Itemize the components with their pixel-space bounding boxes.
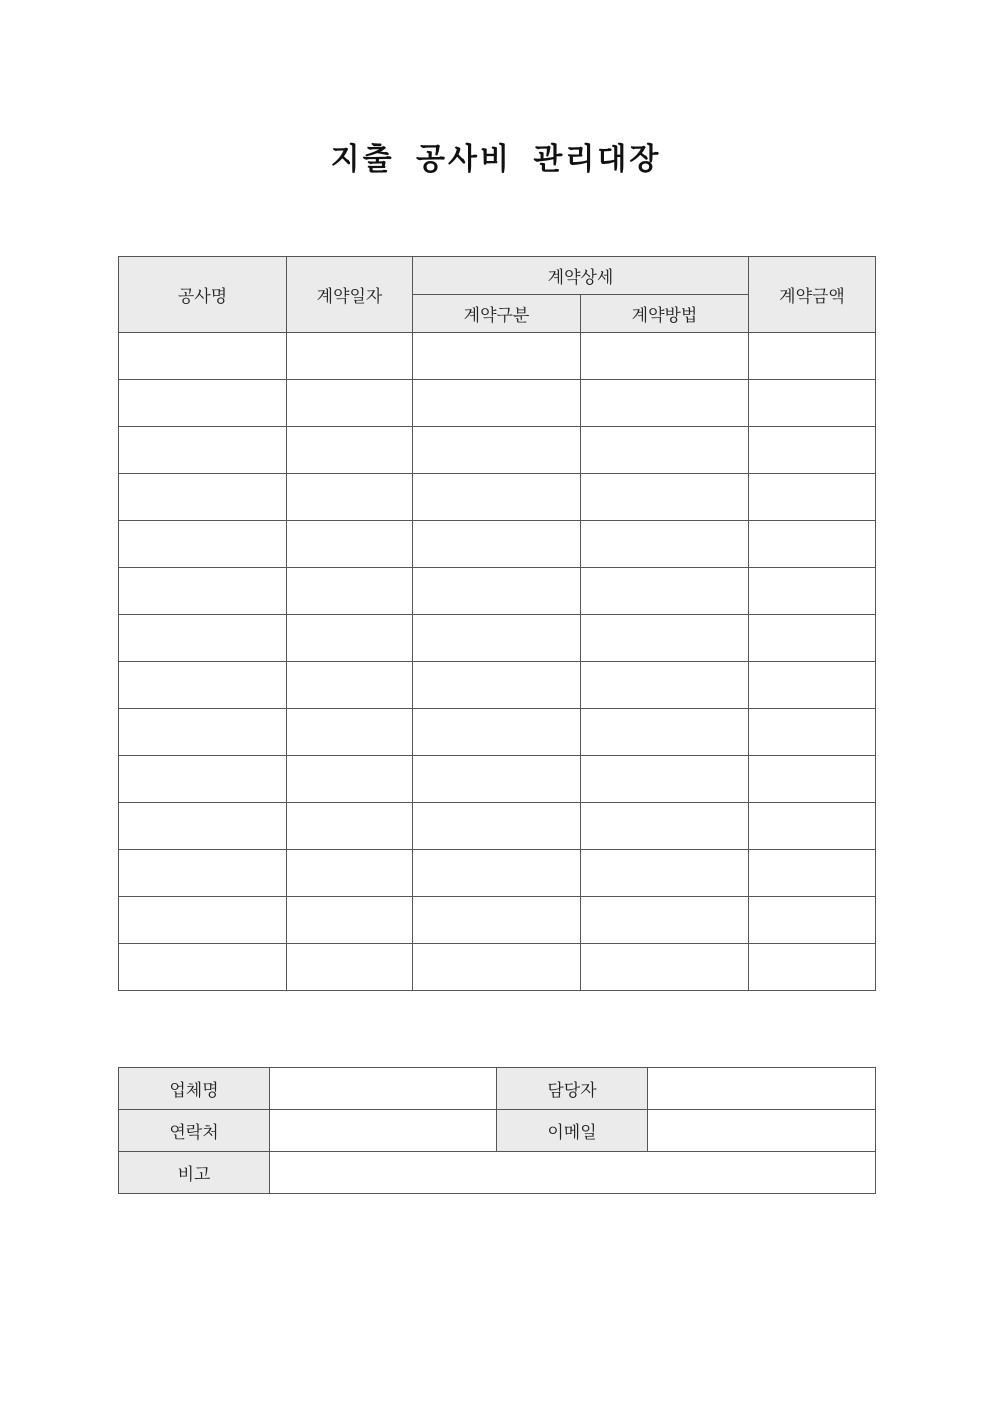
cell-contract-amount[interactable] — [749, 380, 876, 427]
table-row — [119, 380, 876, 427]
header-contract-method: 계약방법 — [581, 295, 749, 333]
manager-label: 담당자 — [497, 1068, 648, 1110]
company-field[interactable] — [270, 1068, 497, 1110]
page-title: 지출 공사비 관리대장 — [330, 142, 662, 177]
manager-field[interactable] — [648, 1068, 876, 1110]
cell-contract-amount[interactable] — [749, 333, 876, 380]
cell-contract-method[interactable] — [581, 521, 749, 568]
cell-contract-amount[interactable] — [749, 474, 876, 521]
cell-contract-method[interactable] — [581, 944, 749, 991]
table-row — [119, 756, 876, 803]
cell-contract-method[interactable] — [581, 474, 749, 521]
cell-contract-date[interactable] — [287, 803, 413, 850]
info-table — [118, 1067, 876, 1194]
cell-contract-amount[interactable] — [749, 756, 876, 803]
cell-contract-method[interactable] — [581, 756, 749, 803]
cell-project-name[interactable] — [119, 615, 287, 662]
cell-contract-amount[interactable] — [749, 850, 876, 897]
table-row — [119, 521, 876, 568]
cell-contract-date[interactable] — [287, 897, 413, 944]
cell-contract-type[interactable] — [413, 803, 581, 850]
cell-contract-amount[interactable] — [749, 615, 876, 662]
cell-contract-amount[interactable] — [749, 709, 876, 756]
cell-project-name[interactable] — [119, 897, 287, 944]
cell-contract-type[interactable] — [413, 474, 581, 521]
header-contract-amount: 계약금액 — [749, 257, 876, 333]
cell-contract-amount[interactable] — [749, 521, 876, 568]
cell-contract-method[interactable] — [581, 850, 749, 897]
cell-project-name[interactable] — [119, 568, 287, 615]
cell-contract-type[interactable] — [413, 568, 581, 615]
cell-contract-type[interactable] — [413, 615, 581, 662]
cell-contract-method[interactable] — [581, 380, 749, 427]
cell-contract-type[interactable] — [413, 897, 581, 944]
table-row — [119, 709, 876, 756]
table-row — [119, 615, 876, 662]
cell-contract-method[interactable] — [581, 662, 749, 709]
cell-contract-method[interactable] — [581, 615, 749, 662]
cell-contract-date[interactable] — [287, 615, 413, 662]
cell-contract-method[interactable] — [581, 333, 749, 380]
table-row — [119, 944, 876, 991]
table-row — [119, 474, 876, 521]
ledger-table — [118, 256, 876, 991]
table-row — [119, 897, 876, 944]
cell-project-name[interactable] — [119, 850, 287, 897]
cell-contract-method[interactable] — [581, 427, 749, 474]
cell-contract-date[interactable] — [287, 427, 413, 474]
cell-contract-date[interactable] — [287, 756, 413, 803]
cell-contract-date[interactable] — [287, 709, 413, 756]
cell-contract-date[interactable] — [287, 850, 413, 897]
cell-contract-type[interactable] — [413, 380, 581, 427]
cell-contract-type[interactable] — [413, 521, 581, 568]
cell-contract-amount[interactable] — [749, 944, 876, 991]
email-label: 이메일 — [497, 1110, 648, 1152]
cell-contract-type[interactable] — [413, 709, 581, 756]
cell-project-name[interactable] — [119, 333, 287, 380]
cell-contract-date[interactable] — [287, 380, 413, 427]
table-row — [119, 662, 876, 709]
cell-contract-method[interactable] — [581, 709, 749, 756]
header-contract-date: 계약일자 — [287, 257, 413, 333]
cell-contract-date[interactable] — [287, 333, 413, 380]
remarks-label: 비고 — [119, 1152, 270, 1194]
contact-label: 연락처 — [119, 1110, 270, 1152]
cell-contract-amount[interactable] — [749, 568, 876, 615]
cell-contract-date[interactable] — [287, 474, 413, 521]
cell-contract-date[interactable] — [287, 662, 413, 709]
cell-contract-method[interactable] — [581, 568, 749, 615]
cell-project-name[interactable] — [119, 709, 287, 756]
cell-contract-amount[interactable] — [749, 427, 876, 474]
contact-field[interactable] — [270, 1110, 497, 1152]
header-contract-detail: 계약상세 — [413, 257, 749, 295]
company-label: 업체명 — [119, 1068, 270, 1110]
table-row — [119, 568, 876, 615]
table-row — [119, 427, 876, 474]
cell-contract-amount[interactable] — [749, 803, 876, 850]
table-row — [119, 803, 876, 850]
cell-contract-type[interactable] — [413, 944, 581, 991]
cell-contract-type[interactable] — [413, 333, 581, 380]
cell-contract-amount[interactable] — [749, 662, 876, 709]
cell-project-name[interactable] — [119, 944, 287, 991]
cell-contract-amount[interactable] — [749, 897, 876, 944]
cell-project-name[interactable] — [119, 427, 287, 474]
table-row — [119, 333, 876, 380]
cell-project-name[interactable] — [119, 521, 287, 568]
cell-contract-type[interactable] — [413, 756, 581, 803]
cell-contract-type[interactable] — [413, 427, 581, 474]
cell-contract-method[interactable] — [581, 897, 749, 944]
cell-contract-date[interactable] — [287, 944, 413, 991]
header-project-name: 공사명 — [119, 257, 287, 333]
cell-contract-type[interactable] — [413, 662, 581, 709]
cell-contract-method[interactable] — [581, 803, 749, 850]
cell-contract-date[interactable] — [287, 568, 413, 615]
cell-contract-type[interactable] — [413, 850, 581, 897]
cell-project-name[interactable] — [119, 474, 287, 521]
cell-contract-date[interactable] — [287, 521, 413, 568]
remarks-field[interactable] — [270, 1152, 876, 1194]
cell-project-name[interactable] — [119, 803, 287, 850]
cell-project-name[interactable] — [119, 756, 287, 803]
email-field[interactable] — [648, 1110, 876, 1152]
cell-project-name[interactable] — [119, 380, 287, 427]
cell-project-name[interactable] — [119, 662, 287, 709]
table-row — [119, 850, 876, 897]
header-contract-type: 계약구분 — [413, 295, 581, 333]
